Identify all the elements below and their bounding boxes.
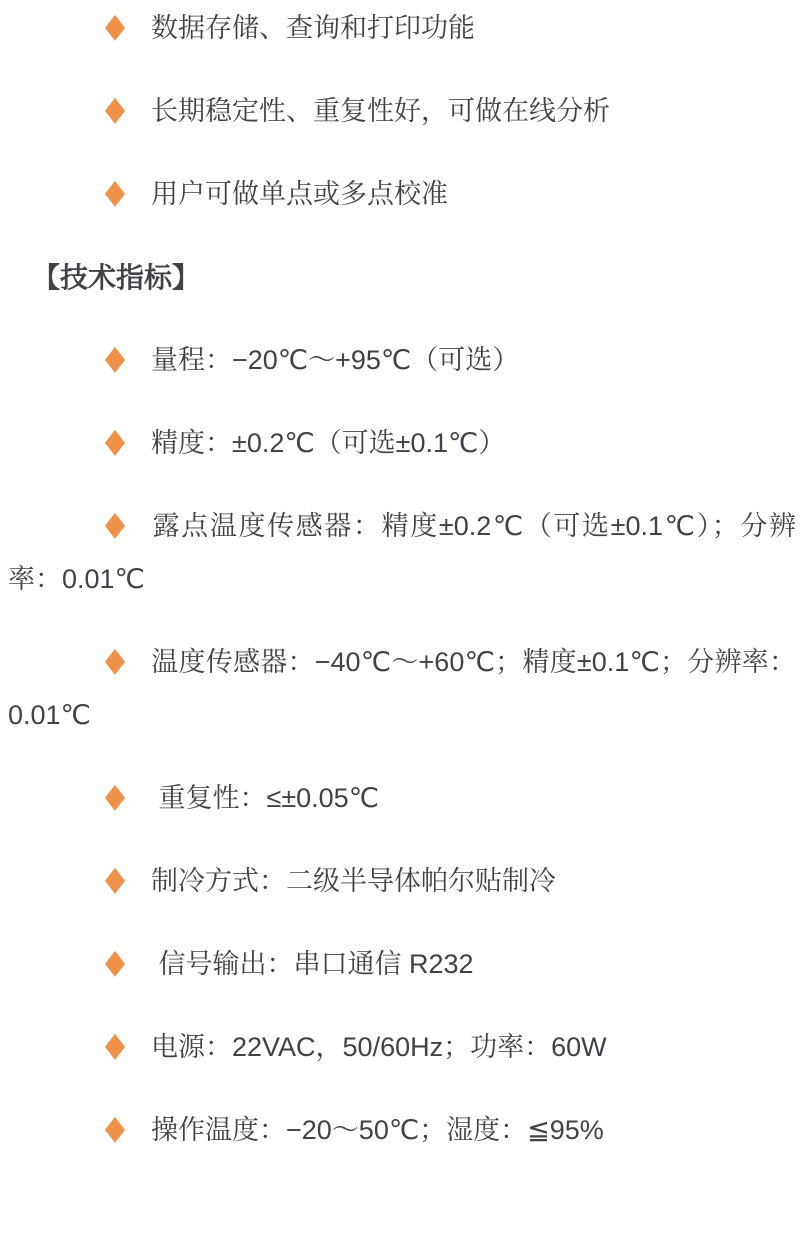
feature-text: 用户可做单点或多点校准 xyxy=(151,179,448,209)
feature-text: 长期稳定性、重复性好，可做在线分析 xyxy=(151,96,610,126)
spec-text: 制冷方式：二级半导体帕尔贴制冷 xyxy=(151,866,556,896)
bullet-diamond-icon xyxy=(105,98,125,124)
bullet-diamond-icon xyxy=(105,1034,125,1060)
bullet-diamond-icon xyxy=(105,430,125,456)
spec-item xyxy=(8,1021,796,1074)
spec-text: 操作温度：−20～50℃；湿度：≦95% xyxy=(151,1115,604,1145)
spec-text: 电源：22VAC，50/60Hz；功率：60W xyxy=(151,1032,607,1062)
bullet-diamond-icon xyxy=(105,785,125,811)
feature-item xyxy=(8,2,796,55)
section-heading: 【技术指标】 xyxy=(32,262,201,293)
bullet-diamond-icon xyxy=(105,181,125,207)
spec-item xyxy=(8,938,796,991)
spec-item xyxy=(8,417,796,470)
bullet-diamond-icon xyxy=(105,15,125,41)
bullet-diamond-icon xyxy=(105,347,125,373)
spec-item xyxy=(8,500,796,606)
spec-item xyxy=(8,772,796,825)
spec-item xyxy=(8,334,796,387)
feature-item xyxy=(8,85,796,138)
bullet-diamond-icon xyxy=(105,951,125,977)
spec-text: 露点温度传感器：精度±0.2℃（可选±0.1℃）；分辨率：0.01℃ xyxy=(8,511,796,594)
spec-text: 重复性：≤±0.05℃ xyxy=(151,783,380,813)
bullet-diamond-icon xyxy=(105,513,125,539)
spec-text: 精度：±0.2℃（可选±0.1℃） xyxy=(151,428,506,458)
bullet-diamond-icon xyxy=(105,649,125,675)
feature-text: 数据存储、查询和打印功能 xyxy=(151,13,475,43)
spec-item xyxy=(8,636,796,742)
bullet-diamond-icon xyxy=(105,1117,125,1143)
spec-item xyxy=(8,1104,796,1157)
spec-text: 信号输出：串口通信 R232 xyxy=(151,949,474,979)
spec-text: 温度传感器：−40℃～+60℃；精度±0.1℃；分辨率：0.01℃ xyxy=(8,647,796,730)
spec-item xyxy=(8,855,796,908)
spec-text: 量程：−20℃～+95℃（可选） xyxy=(151,345,520,375)
feature-item xyxy=(8,168,796,221)
bullet-diamond-icon xyxy=(105,868,125,894)
